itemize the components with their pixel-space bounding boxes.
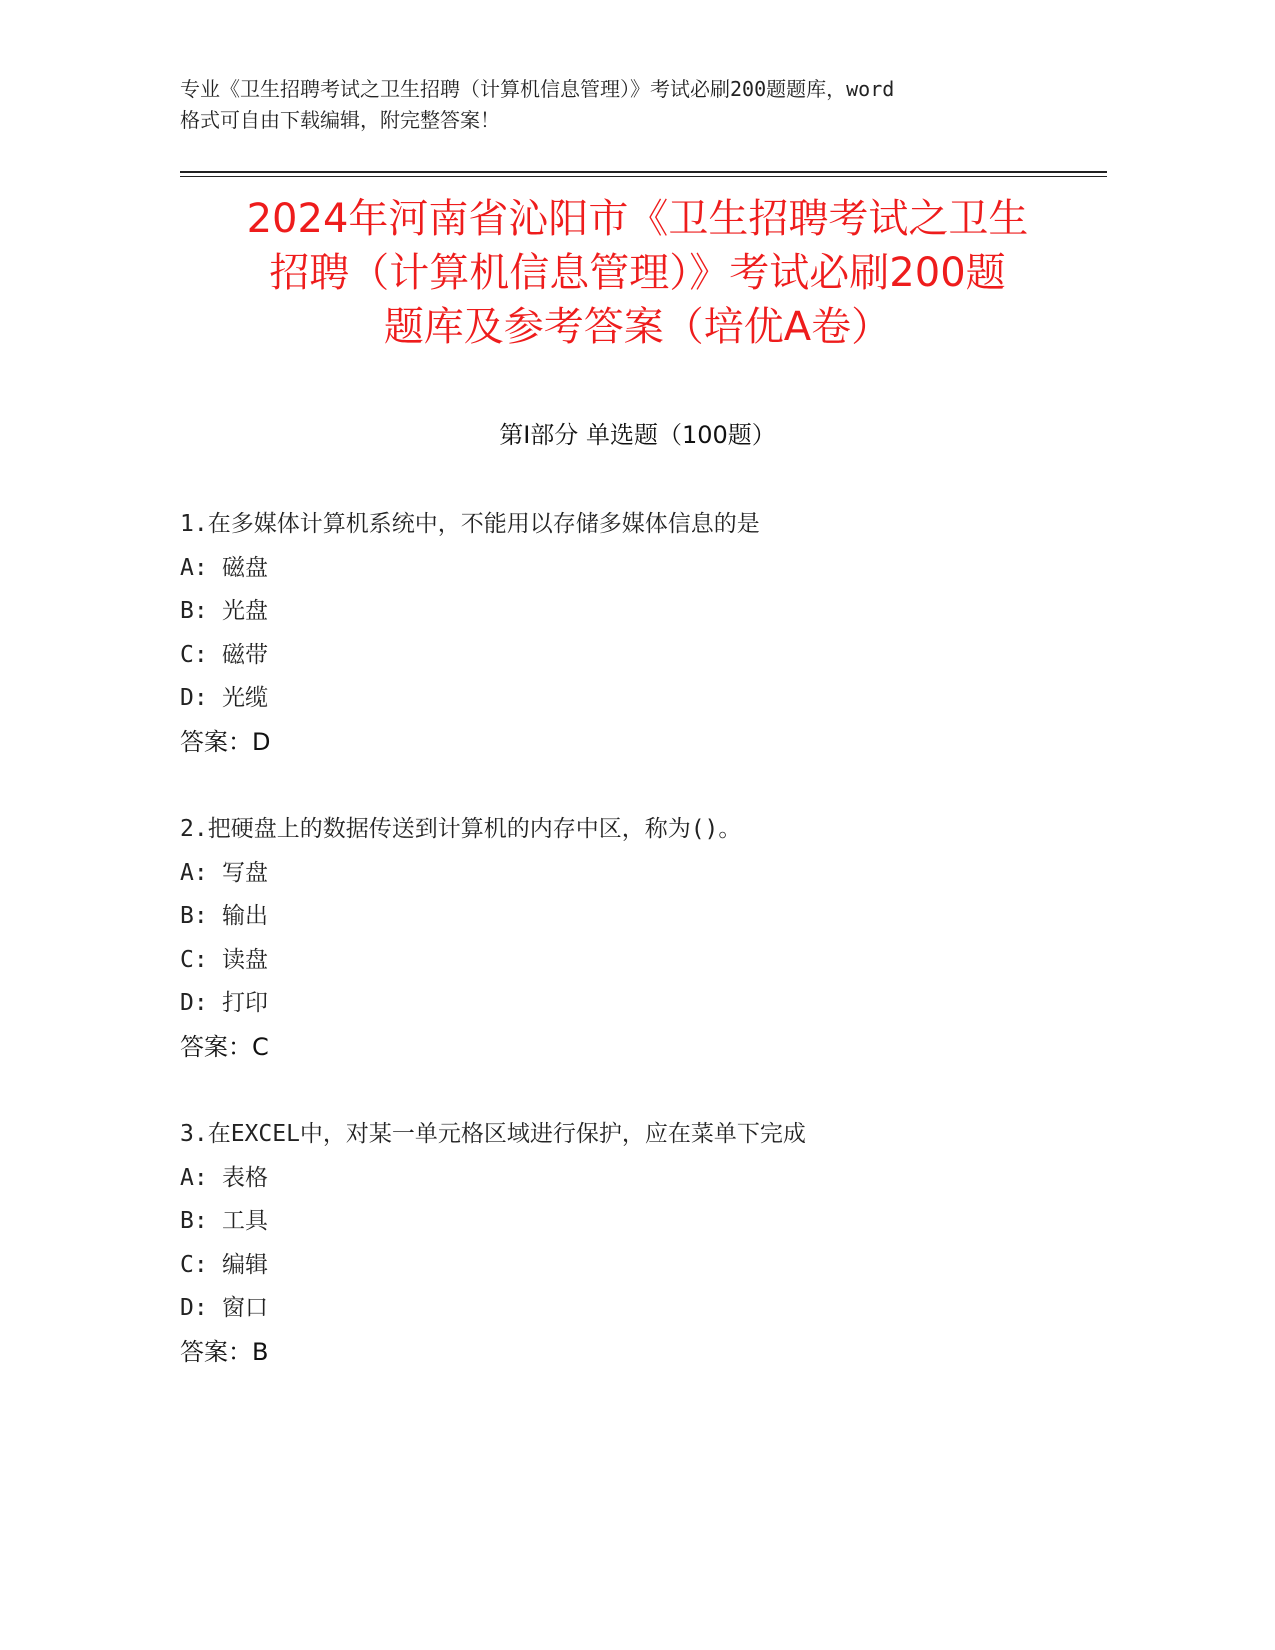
option-b [180,590,1140,634]
option-a [180,1157,1140,1201]
option-text: 编辑 [222,1251,268,1278]
option-letter: A: [180,859,208,886]
option-c [180,634,1140,678]
option-d [180,1287,1140,1331]
option-d [180,982,1140,1026]
question-3 [180,1113,1140,1374]
option-letter: B: [180,598,208,624]
option-b [180,895,1140,939]
option-letter: C: [180,641,208,668]
option-text: 读盘 [222,946,268,973]
option-letter: B: [180,1208,208,1234]
header-note [180,74,1100,136]
option-a [180,852,1140,896]
option-text: 光盘 [222,598,268,624]
option-c [180,1244,1140,1288]
section-heading: 第I部分 单选题（100题） [499,421,776,449]
option-text: 工具 [222,1208,268,1234]
option-text: 输出 [222,903,268,929]
header-divider-thick [180,171,1107,173]
option-letter: D: [180,1295,208,1321]
option-text: 磁盘 [222,554,268,581]
answer-line: 答案：B [180,1337,269,1366]
option-letter: C: [180,946,208,973]
option-text: 打印 [222,990,268,1016]
header-divider-thin [180,176,1107,177]
option-letter: A: [180,1164,208,1191]
answer-line: 答案：D [180,727,271,756]
question-1 [180,503,1140,764]
question-2 [180,808,1140,1069]
question-stem: 2.把硬盘上的数据传送到计算机的内存中区，称为()。 [180,816,742,842]
option-c [180,939,1140,983]
option-text: 写盘 [222,859,268,886]
question-stem: 3.在EXCEL中，对某一单元格区域进行保护，应在菜单下完成 [180,1121,806,1147]
option-letter: D: [180,990,208,1016]
header-note-line-2: 格式可自由下载编辑，附完整答案！ [180,108,500,132]
option-letter: A: [180,554,208,581]
option-text: 磁带 [222,641,268,668]
answer-line: 答案：C [180,1032,269,1061]
option-letter: D: [180,685,208,711]
option-a [180,547,1140,591]
question-stem: 1.在多媒体计算机系统中，不能用以存储多媒体信息的是 [180,511,760,537]
option-letter: B: [180,903,208,929]
option-b [180,1200,1140,1244]
title-line-1: 2024年河南省沁阳市《卫生招聘考试之卫生 [246,196,1029,242]
option-text: 光缆 [222,685,268,711]
title-line-2: 招聘（计算机信息管理）》考试必刷200题 [269,250,1006,296]
option-d [180,677,1140,721]
title-line-3: 题库及参考答案（培优A卷） [383,304,892,350]
option-text: 窗口 [222,1295,268,1321]
header-note-line-1: 专业《卫生招聘考试之卫生招聘（计算机信息管理）》考试必刷200题题库，word [180,77,895,101]
document-title [150,192,1125,354]
option-text: 表格 [222,1164,268,1191]
option-letter: C: [180,1251,208,1278]
